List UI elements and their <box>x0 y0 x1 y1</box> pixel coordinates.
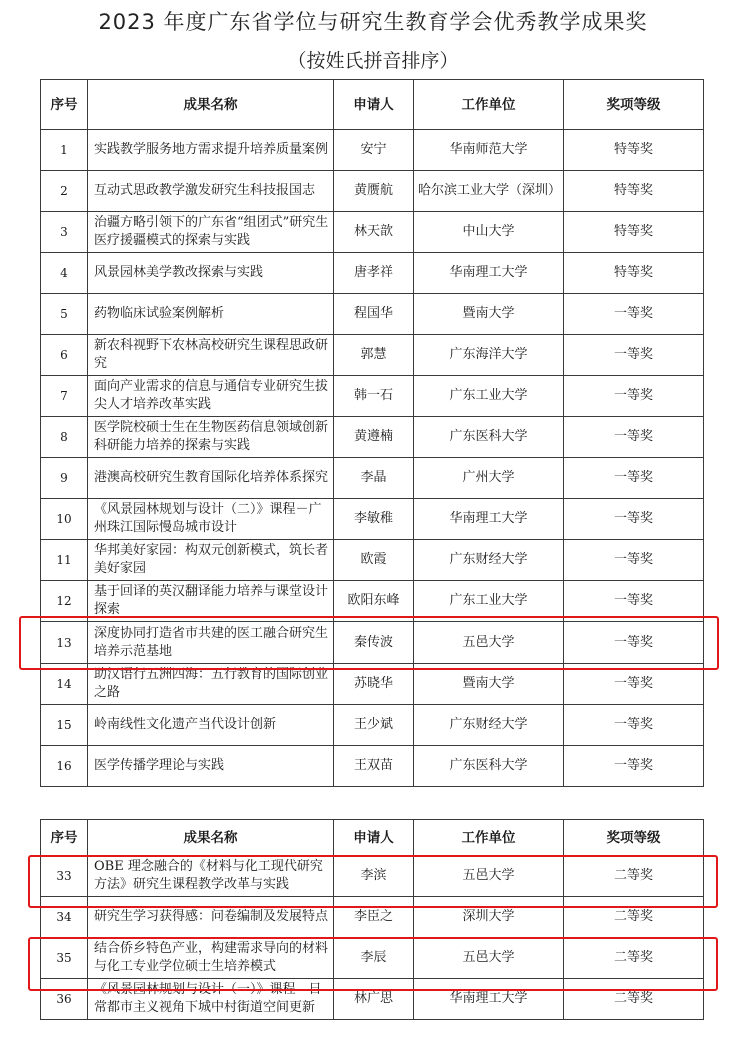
award-level: 一等奖 <box>564 664 704 705</box>
project-title: 华邦美好家园：构双元创新模式，筑长者美好家园 <box>88 540 334 581</box>
award-level: 一等奖 <box>564 540 704 581</box>
applicant-name: 秦传波 <box>334 622 414 664</box>
project-title: 《风景园林规划与设计（一）》课程—日常都市主义视角下城中村街道空间更新 <box>88 979 334 1020</box>
row-index: 9 <box>41 458 88 499</box>
row-index: 5 <box>41 294 88 335</box>
affiliation: 中山大学 <box>414 212 564 253</box>
applicant-name: 林天歆 <box>334 212 414 253</box>
project-title: 医学院校硕士生在生物医药信息领域创新科研能力培养的探索与实践 <box>88 417 334 458</box>
award-level: 二等奖 <box>564 979 704 1020</box>
award-level: 一等奖 <box>564 335 704 376</box>
header-index: 序号 <box>41 820 88 856</box>
row-index: 34 <box>41 897 88 938</box>
table-row <box>41 938 704 979</box>
awards-table-1 <box>40 79 704 787</box>
project-title: 药物临床试验案例解析 <box>88 294 334 335</box>
row-index: 2 <box>41 171 88 212</box>
applicant-name: 林广思 <box>334 979 414 1020</box>
applicant-name: 苏晓华 <box>334 664 414 705</box>
award-level: 一等奖 <box>564 499 704 540</box>
project-title: 《风景园林规划与设计（二）》课程－广州珠江国际慢岛城市设计 <box>88 499 334 540</box>
row-index: 8 <box>41 417 88 458</box>
table-row <box>41 979 704 1020</box>
table-row <box>41 540 704 581</box>
award-level: 特等奖 <box>564 130 704 171</box>
table-header-row <box>41 820 704 856</box>
applicant-name: 欧霞 <box>334 540 414 581</box>
header-title: 成果名称 <box>88 80 334 130</box>
applicant-name: 李辰 <box>334 938 414 979</box>
project-title: 面向产业需求的信息与通信专业研究生拔尖人才培养改革实践 <box>88 376 334 417</box>
project-title: 基于回译的英汉翻译能力培养与课堂设计探索 <box>88 581 334 622</box>
row-index: 3 <box>41 212 88 253</box>
award-level: 一等奖 <box>564 458 704 499</box>
affiliation: 广东医科大学 <box>414 746 564 787</box>
applicant-name: 韩一石 <box>334 376 414 417</box>
affiliation: 广州大学 <box>414 458 564 499</box>
row-index: 12 <box>41 581 88 622</box>
applicant-name: 李敏稚 <box>334 499 414 540</box>
header-affiliation: 工作单位 <box>414 820 564 856</box>
applicant-name: 李臣之 <box>334 897 414 938</box>
project-title: 港澳高校研究生教育国际化培养体系探究 <box>88 458 334 499</box>
header-applicant: 申请人 <box>334 80 414 130</box>
row-index: 16 <box>41 746 88 787</box>
row-index: 10 <box>41 499 88 540</box>
table-row <box>41 499 704 540</box>
award-level: 二等奖 <box>564 938 704 979</box>
table-row <box>41 212 704 253</box>
project-title: 互动式思政教学激发研究生科技报国志 <box>88 171 334 212</box>
award-level: 一等奖 <box>564 581 704 622</box>
affiliation: 广东财经大学 <box>414 540 564 581</box>
project-title: 风景园林美学教改探索与实践 <box>88 253 334 294</box>
affiliation: 广东财经大学 <box>414 705 564 746</box>
affiliation: 暨南大学 <box>414 294 564 335</box>
applicant-name: 安宁 <box>334 130 414 171</box>
table-row <box>41 335 704 376</box>
row-index: 11 <box>41 540 88 581</box>
table-row <box>41 856 704 897</box>
applicant-name: 黄遵楠 <box>334 417 414 458</box>
award-level: 特等奖 <box>564 171 704 212</box>
row-index: 33 <box>41 856 88 897</box>
applicant-name: 欧阳东峰 <box>334 581 414 622</box>
project-title: 治疆方略引领下的广东省“组团式”研究生医疗援疆模式的探索与实践 <box>88 212 334 253</box>
table-row <box>41 705 704 746</box>
table-row <box>41 253 704 294</box>
applicant-name: 黄赝航 <box>334 171 414 212</box>
table-row <box>41 130 704 171</box>
table-row <box>41 581 704 622</box>
row-index: 7 <box>41 376 88 417</box>
project-title: 新农科视野下农林高校研究生课程思政研究 <box>88 335 334 376</box>
affiliation: 暨南大学 <box>414 664 564 705</box>
project-title: 结合侨乡特色产业，构建需求导向的材料与化工专业学位硕士生培养模式 <box>88 938 334 979</box>
project-title: 医学传播学理论与实践 <box>88 746 334 787</box>
affiliation: 广东医科大学 <box>414 417 564 458</box>
table-row <box>41 376 704 417</box>
project-title: 实践教学服务地方需求提升培养质量案例 <box>88 130 334 171</box>
applicant-name: 唐孝祥 <box>334 253 414 294</box>
header-award: 奖项等级 <box>564 820 704 856</box>
table-row <box>41 664 704 705</box>
award-level: 特等奖 <box>564 253 704 294</box>
table-row <box>41 417 704 458</box>
project-title: 岭南线性文化遗产当代设计创新 <box>88 705 334 746</box>
affiliation: 五邑大学 <box>414 622 564 664</box>
affiliation: 广东海洋大学 <box>414 335 564 376</box>
header-award: 奖项等级 <box>564 80 704 130</box>
document-subtitle: （按姓氏拼音排序） <box>287 50 459 72</box>
applicant-name: 李晶 <box>334 458 414 499</box>
table-row <box>41 458 704 499</box>
table-row <box>41 171 704 212</box>
row-index: 15 <box>41 705 88 746</box>
project-title: 深度协同打造省市共建的医工融合研究生培养示范基地 <box>88 622 334 664</box>
affiliation: 五邑大学 <box>414 938 564 979</box>
header-applicant: 申请人 <box>334 820 414 856</box>
document-title: 2023 年度广东省学位与研究生教育学会优秀教学成果奖 <box>98 10 648 34</box>
award-level: 一等奖 <box>564 746 704 787</box>
table-row <box>41 294 704 335</box>
row-index: 4 <box>41 253 88 294</box>
award-level: 一等奖 <box>564 294 704 335</box>
affiliation: 华南师范大学 <box>414 130 564 171</box>
row-index: 1 <box>41 130 88 171</box>
header-title: 成果名称 <box>88 820 334 856</box>
award-level: 二等奖 <box>564 897 704 938</box>
award-level: 一等奖 <box>564 376 704 417</box>
project-title: 助汉语行五洲四海：五行教育的国际创业之路 <box>88 664 334 705</box>
affiliation: 广东工业大学 <box>414 581 564 622</box>
row-index: 14 <box>41 664 88 705</box>
row-index: 35 <box>41 938 88 979</box>
table-row <box>41 622 704 664</box>
row-index: 36 <box>41 979 88 1020</box>
affiliation: 深圳大学 <box>414 897 564 938</box>
affiliation: 广东工业大学 <box>414 376 564 417</box>
applicant-name: 王少斌 <box>334 705 414 746</box>
header-affiliation: 工作单位 <box>414 80 564 130</box>
project-title: 研究生学习获得感：问卷编制及发展特点 <box>88 897 334 938</box>
header-index: 序号 <box>41 80 88 130</box>
table-row <box>41 746 704 787</box>
award-level: 特等奖 <box>564 212 704 253</box>
awards-table-2 <box>40 819 704 1020</box>
award-level: 二等奖 <box>564 856 704 897</box>
affiliation: 华南理工大学 <box>414 253 564 294</box>
row-index: 13 <box>41 622 88 664</box>
project-title: OBE 理念融合的《材料与化工现代研究方法》研究生课程教学改革与实践 <box>88 856 334 897</box>
award-level: 一等奖 <box>564 417 704 458</box>
award-level: 一等奖 <box>564 622 704 664</box>
affiliation: 五邑大学 <box>414 856 564 897</box>
table-row <box>41 897 704 938</box>
applicant-name: 郭慧 <box>334 335 414 376</box>
applicant-name: 程国华 <box>334 294 414 335</box>
affiliation: 哈尔滨工业大学（深圳） <box>414 171 564 212</box>
award-level: 一等奖 <box>564 705 704 746</box>
row-index: 6 <box>41 335 88 376</box>
affiliation: 华南理工大学 <box>414 979 564 1020</box>
affiliation: 华南理工大学 <box>414 499 564 540</box>
table-header-row <box>41 80 704 130</box>
applicant-name: 李滨 <box>334 856 414 897</box>
applicant-name: 王双苗 <box>334 746 414 787</box>
